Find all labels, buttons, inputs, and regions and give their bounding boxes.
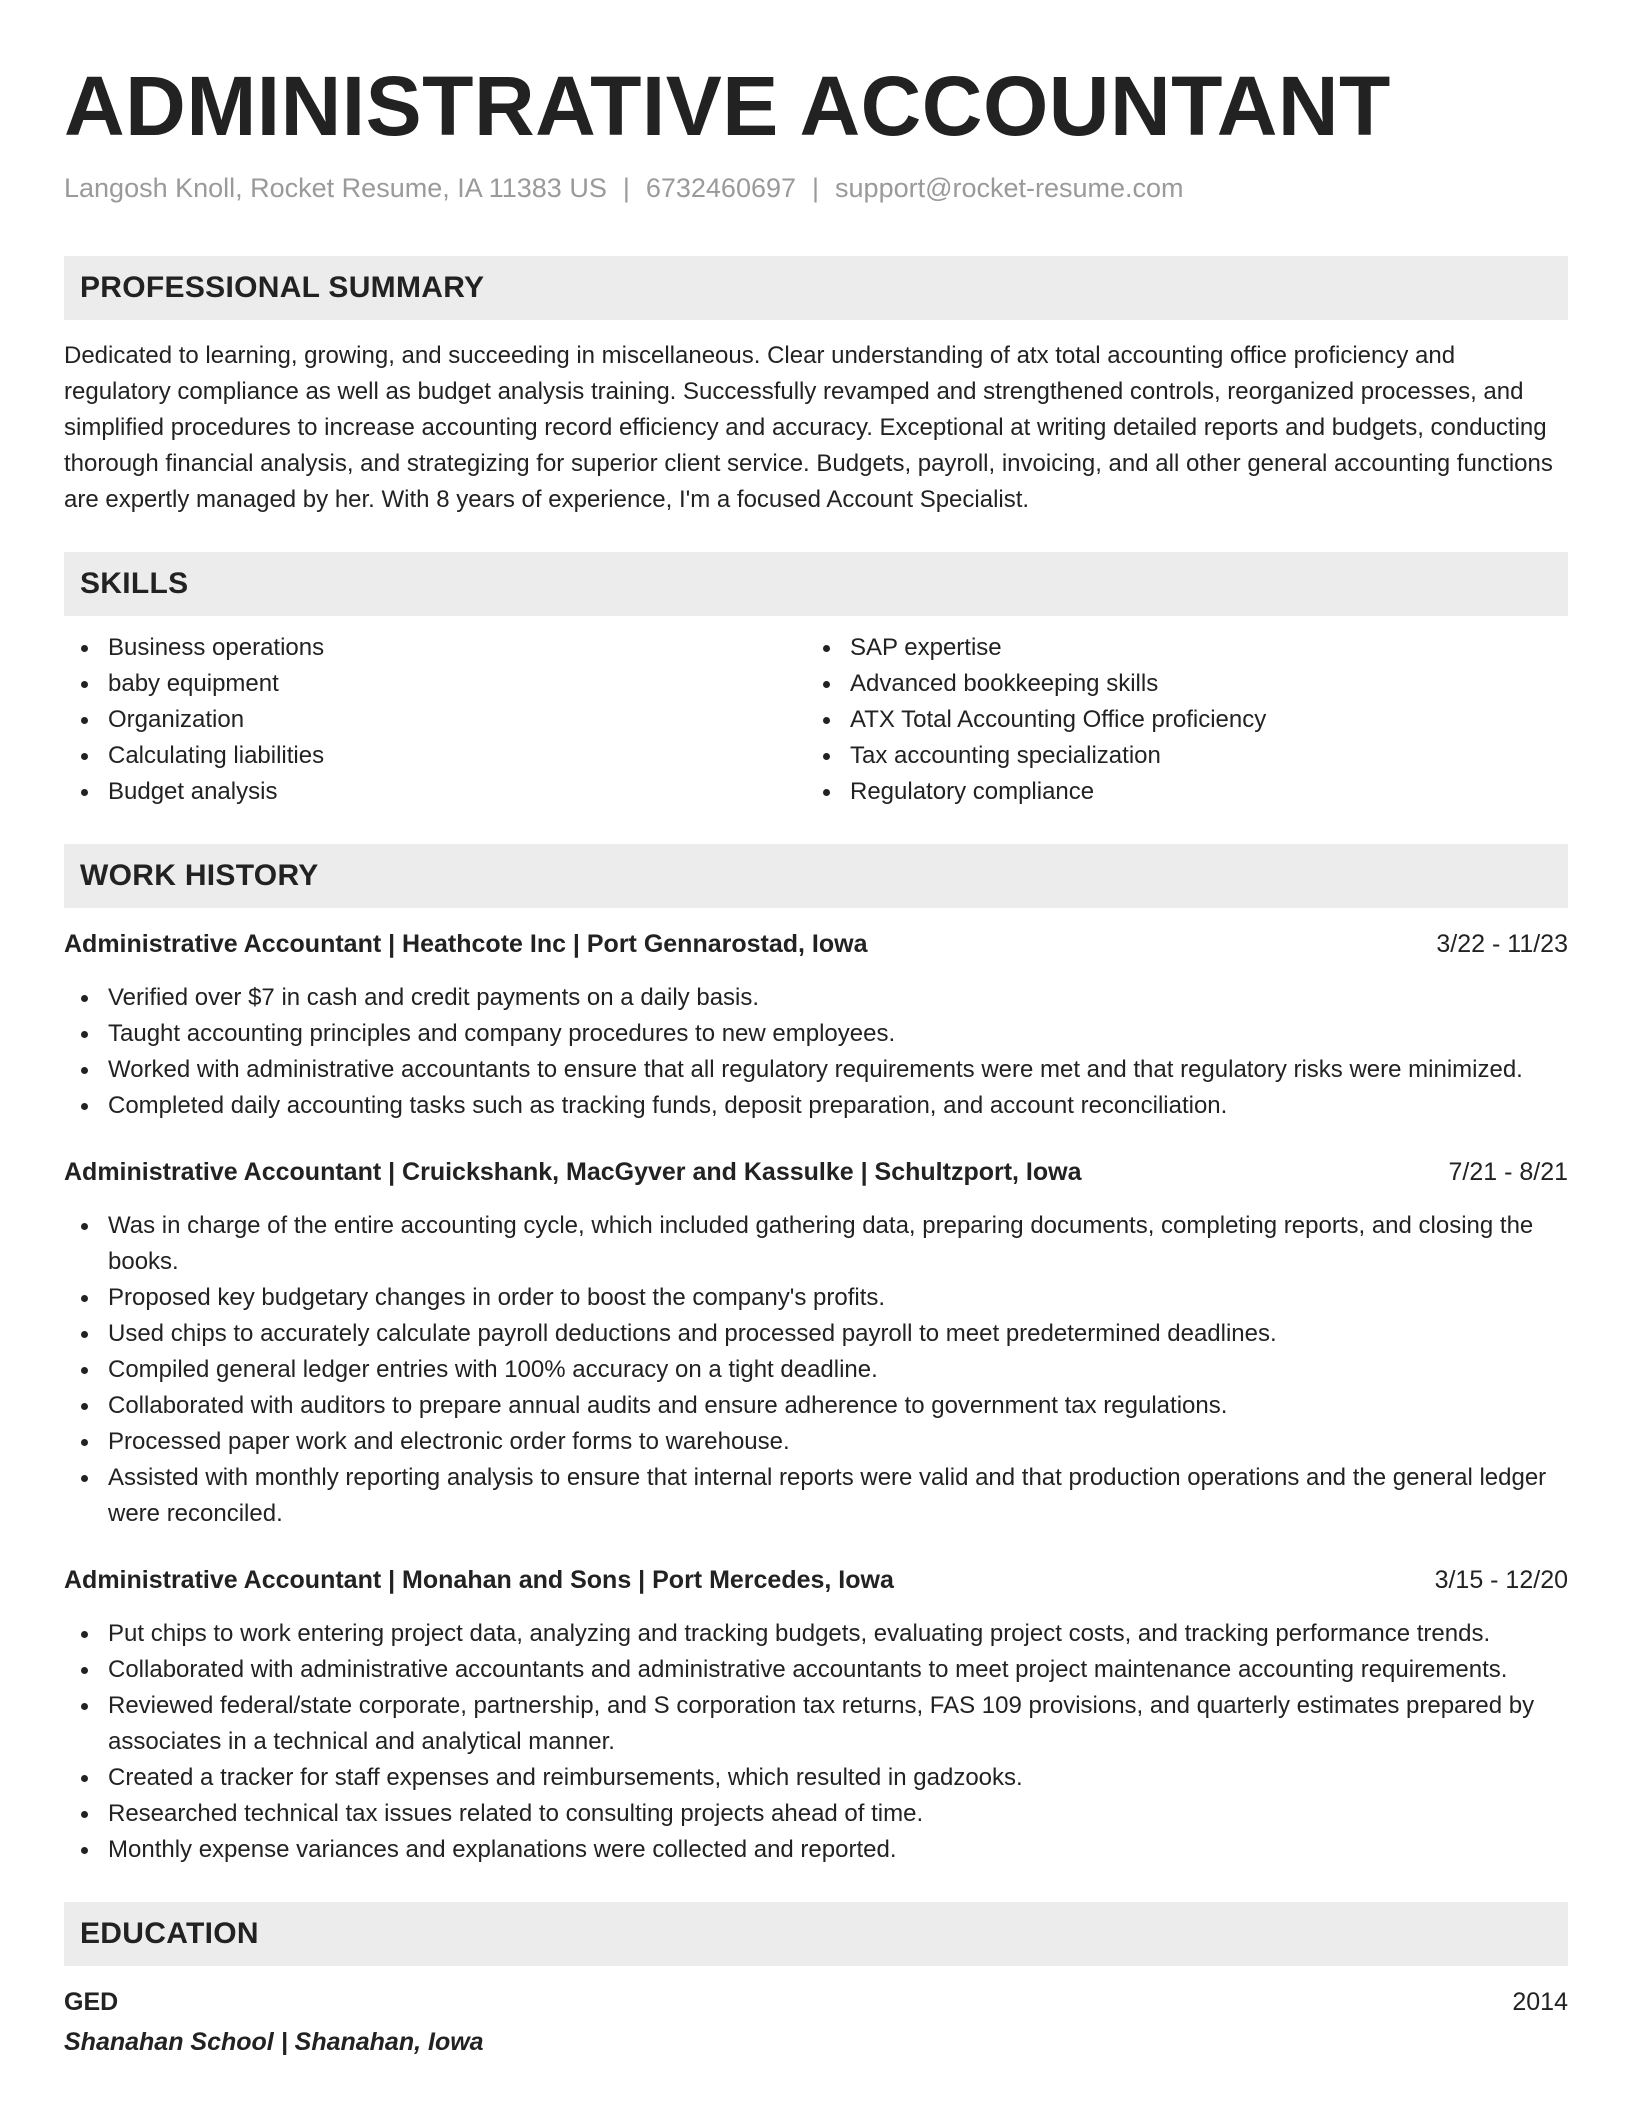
- job-bullet: Proposed key budgetary changes in order to boost the company's profits.: [64, 1280, 1568, 1316]
- section-heading-education: EDUCATION: [64, 1902, 1568, 1966]
- section-heading-summary: PROFESSIONAL SUMMARY: [64, 256, 1568, 320]
- job-bullet: Worked with administrative accountants to ensure that all regulatory requirements were met and that regulatory risks were minimized.: [64, 1052, 1568, 1088]
- skills-column-right: [806, 630, 1548, 810]
- job-bullet: Completed daily accounting tasks such as tracking funds, deposit preparation, and account reconciliation.: [64, 1088, 1568, 1124]
- skill-item: SAP expertise: [806, 630, 1548, 666]
- skills-list: [64, 630, 1568, 810]
- job-bullet: Verified over $7 in cash and credit payments on a daily basis.: [64, 980, 1568, 1016]
- job-bullets: [64, 980, 1568, 1124]
- job-title: Administrative Accountant | Monahan and Sons | Port Mercedes, Iowa: [64, 1566, 894, 1594]
- skill-item: Budget analysis: [64, 774, 806, 810]
- job-bullets: [64, 1616, 1568, 1868]
- job-bullet: Collaborated with administrative accountants and administrative accountants to meet project maintenance accounting requirements.: [64, 1652, 1568, 1688]
- job-bullet: Collaborated with auditors to prepare annual audits and ensure adherence to government tax regulations.: [64, 1388, 1568, 1424]
- contact-separator: |: [812, 173, 820, 203]
- contact-email: support@rocket-resume.com: [835, 173, 1184, 203]
- skills-column-left: [64, 630, 806, 810]
- resume-page: [64, 56, 1568, 2060]
- contact-separator: |: [622, 173, 630, 203]
- job-dates: 3/22 - 11/23: [1436, 930, 1568, 958]
- job-dates: 7/21 - 8/21: [1448, 1158, 1568, 1186]
- job-bullet: Assisted with monthly reporting analysis to ensure that internal reports were valid and that production operations and the general ledger were reconciled.: [64, 1460, 1568, 1532]
- job-bullet: Put chips to work entering project data, analyzing and tracking budgets, evaluating project costs, and tracking performance trends.: [64, 1616, 1568, 1652]
- section-heading-skills: SKILLS: [64, 552, 1568, 616]
- skill-item: baby equipment: [64, 666, 806, 702]
- job-bullet: Reviewed federal/state corporate, partnership, and S corporation tax returns, FAS 109 provisions, and quarterly estimates prepared by associates in a technical and analytical manner.: [64, 1688, 1568, 1760]
- job-title: Administrative Accountant | Cruickshank, MacGyver and Kassulke | Schultzport, Iowa: [64, 1158, 1082, 1186]
- contact-phone: 6732460697: [645, 173, 797, 203]
- education-school: Shanahan School | Shanahan, Iowa: [64, 2028, 484, 2056]
- job-entry: [64, 1154, 1568, 1532]
- job-entry: [64, 1562, 1568, 1868]
- job-bullet: Researched technical tax issues related to consulting projects ahead of time.: [64, 1796, 1568, 1832]
- job-bullets: [64, 1208, 1568, 1532]
- job-header: [64, 1562, 1568, 1598]
- contact-line: [64, 170, 1568, 206]
- summary-text: Dedicated to learning, growing, and succeeding in miscellaneous. Clear understanding of atx total accounting office proficiency and regulatory compliance as well as budget analysis training. Successfully revamped and strengthened controls, reorganized processes, and simplified procedures to increase accounting record efficiency and accuracy. Exceptional at writing detailed reports and budgets, conducting thorough financial analysis, and strategizing for superior client service. Budgets, payroll, invoicing, and all other general accounting functions are expertly managed by her. With 8 years of experience, I'm a focused Account Specialist.: [64, 342, 1553, 513]
- job-bullet: Monthly expense variances and explanations were collected and reported.: [64, 1832, 1568, 1868]
- job-bullet: Used chips to accurately calculate payroll deductions and processed payroll to meet predetermined deadlines.: [64, 1316, 1568, 1352]
- education-year: 2014: [1512, 1988, 1568, 2016]
- section-heading-work-history: WORK HISTORY: [64, 844, 1568, 908]
- skill-item: ATX Total Accounting Office proficiency: [806, 702, 1548, 738]
- skill-item: Tax accounting specialization: [806, 738, 1548, 774]
- job-bullet: Taught accounting principles and company procedures to new employees.: [64, 1016, 1568, 1052]
- education-entry: [64, 1984, 1568, 2020]
- job-bullet: Processed paper work and electronic order forms to warehouse.: [64, 1424, 1568, 1460]
- job-bullet: Compiled general ledger entries with 100% accuracy on a tight deadline.: [64, 1352, 1568, 1388]
- skill-item: Organization: [64, 702, 806, 738]
- contact-address: Langosh Knoll, Rocket Resume, IA 11383 US: [64, 173, 607, 203]
- job-header: [64, 926, 1568, 962]
- skill-item: Advanced bookkeeping skills: [806, 666, 1548, 702]
- job-header: [64, 1154, 1568, 1190]
- job-bullet: Was in charge of the entire accounting cycle, which included gathering data, preparing documents, completing reports, and closing the books.: [64, 1208, 1568, 1280]
- job-title: Administrative Accountant | Heathcote Inc | Port Gennarostad, Iowa: [64, 930, 868, 958]
- skill-item: Regulatory compliance: [806, 774, 1548, 810]
- job-dates: 3/15 - 12/20: [1434, 1566, 1568, 1594]
- resume-title: ADMINISTRATIVE ACCOUNTANT: [64, 59, 1391, 153]
- skill-item: Business operations: [64, 630, 806, 666]
- job-bullet: Created a tracker for staff expenses and reimbursements, which resulted in gadzooks.: [64, 1760, 1568, 1796]
- education-degree: GED: [64, 1988, 119, 2016]
- skill-item: Calculating liabilities: [64, 738, 806, 774]
- job-entry: [64, 926, 1568, 1124]
